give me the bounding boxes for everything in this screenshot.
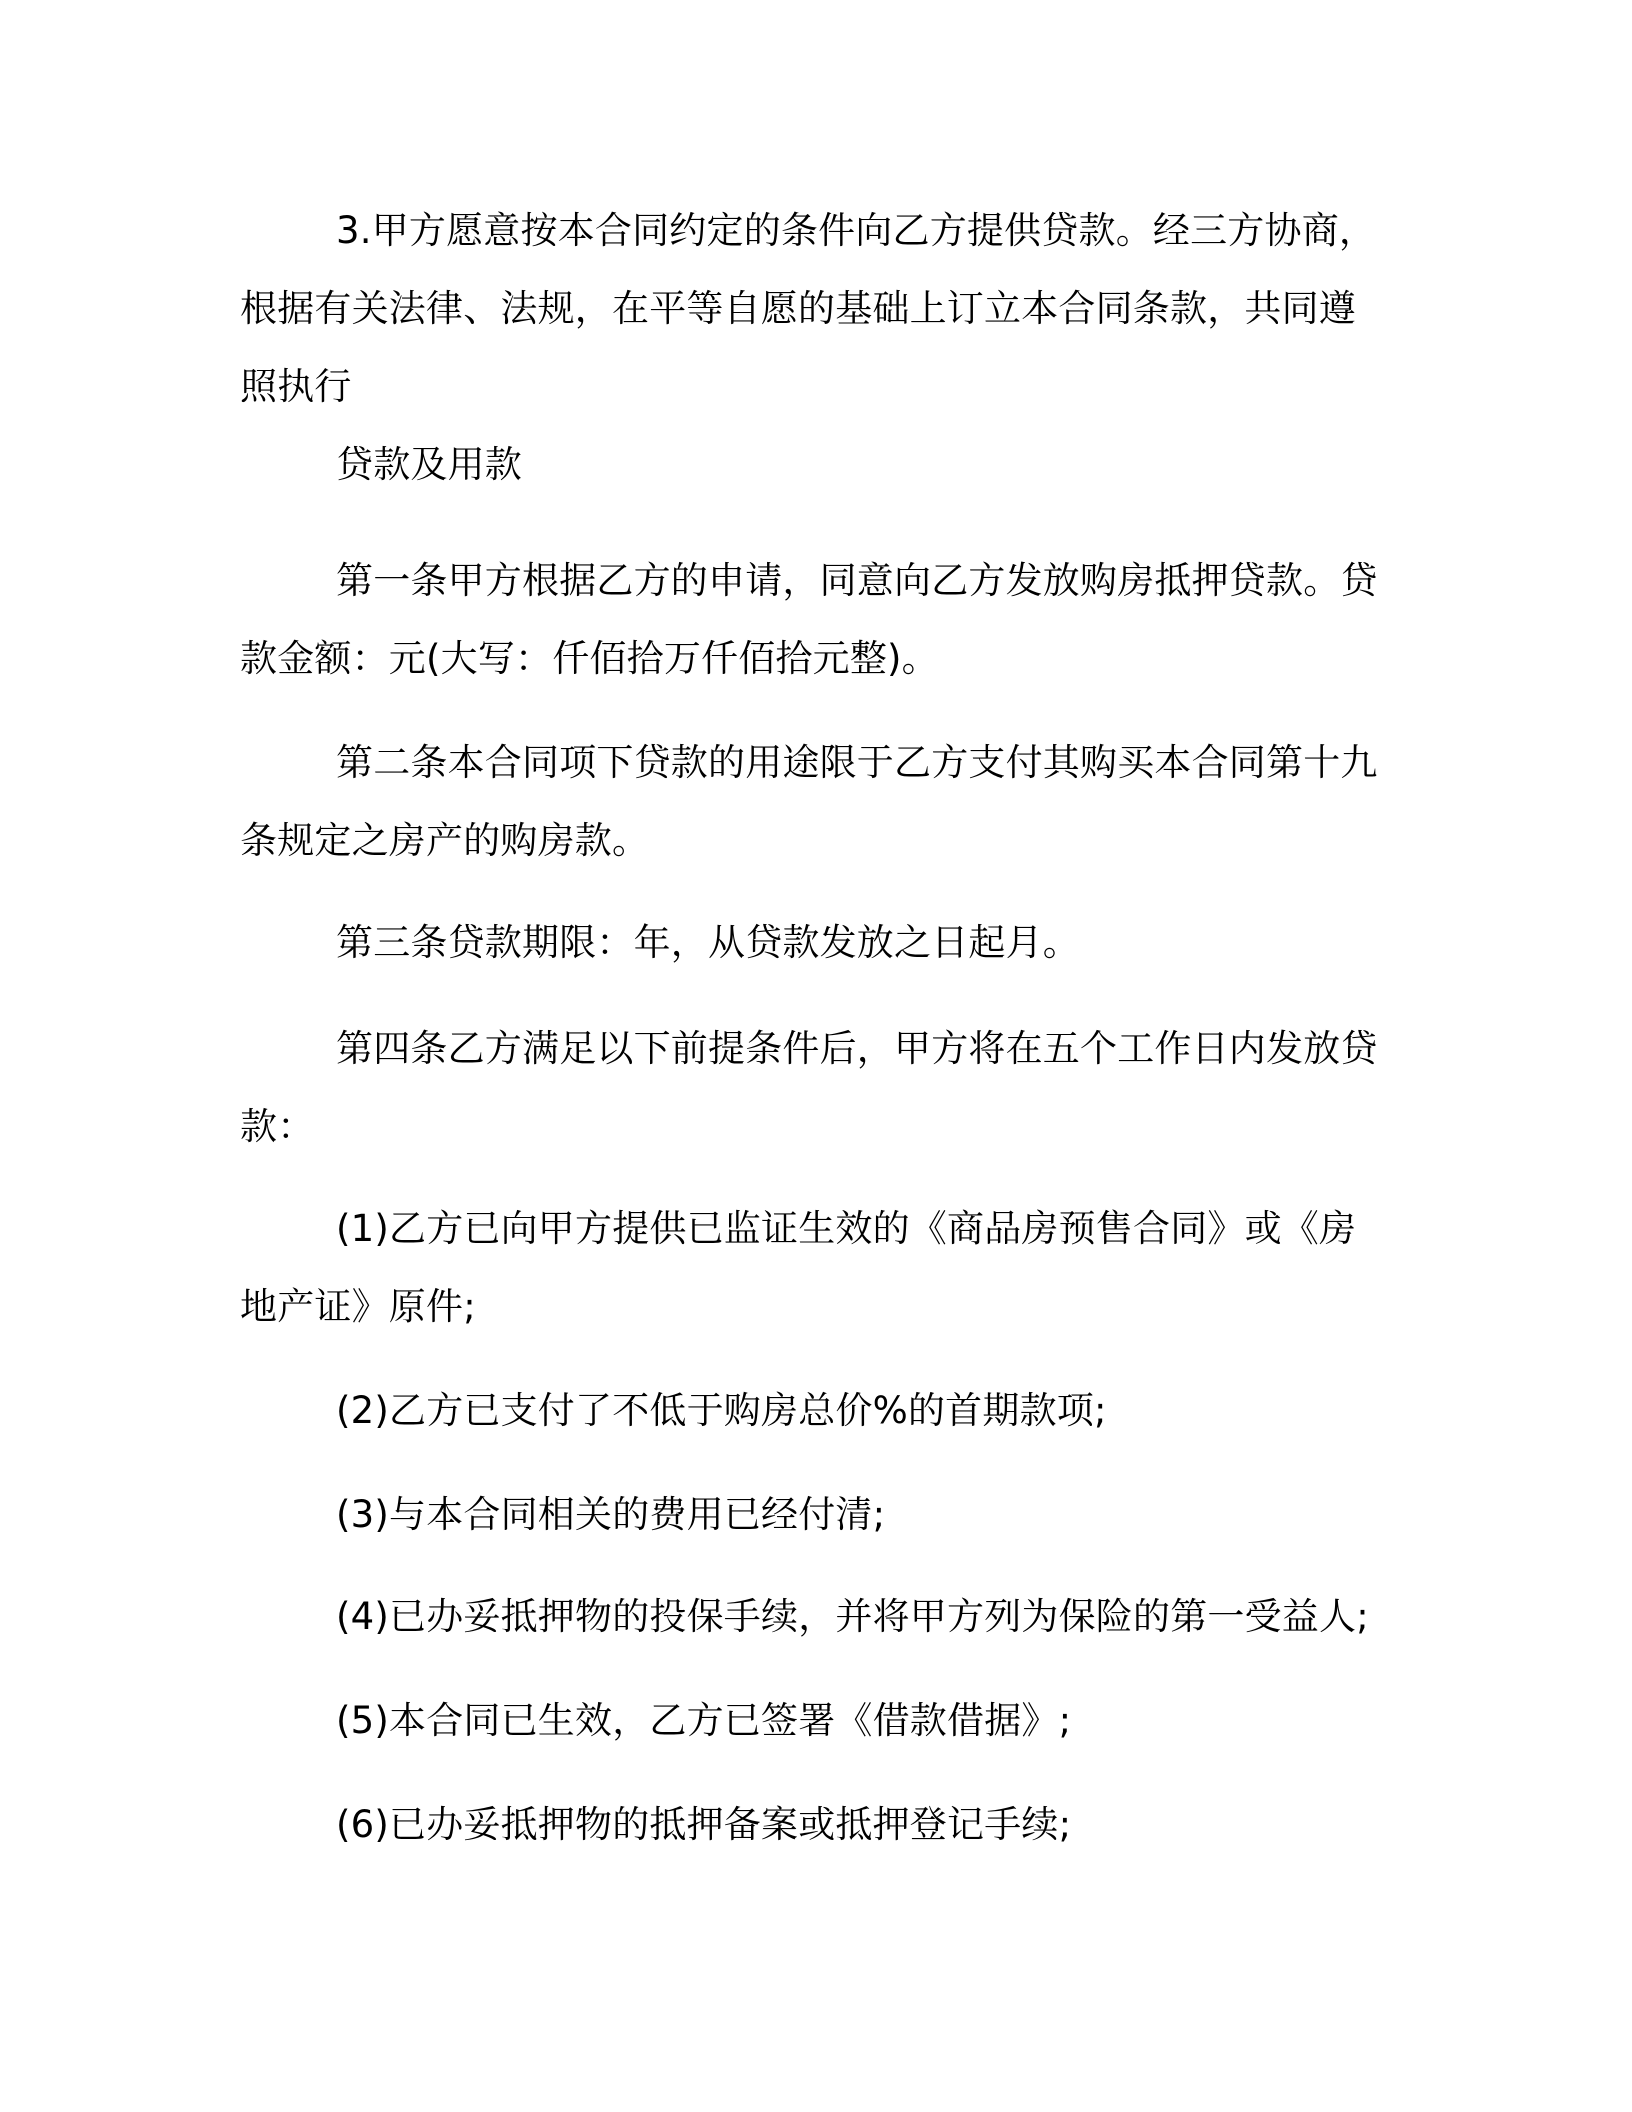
list-item-condition-5: (5)本合同已生效，乙方已签署《借款借据》;: [336, 1699, 1072, 1742]
list-item-condition-4: (4)已办妥抵押物的投保手续，并将甲方列为保险的第一受益人;: [336, 1595, 1369, 1638]
list-item-condition-3: (3)与本合同相关的费用已经付清;: [336, 1493, 886, 1536]
paragraph-article-2: 第二条本合同项下贷款的用途限于乙方支付其购买本合同第十九条规定之房产的购房款。: [240, 741, 1378, 862]
section-heading-loan-and-use: 贷款及用款: [336, 443, 522, 486]
paragraph-article-4: 第四条乙方满足以下前提条件后，甲方将在五个工作日内发放贷款：: [240, 1027, 1378, 1148]
paragraph-article-1: 第一条甲方根据乙方的申请，同意向乙方发放购房抵押贷款。贷款金额：元(大写：仟佰拾万仟佰拾元整)。: [240, 559, 1378, 680]
paragraph-article-3: 第三条贷款期限：年，从贷款发放之日起月。: [336, 921, 1080, 964]
paragraph-intro: 3.甲方愿意按本合同约定的条件向乙方提供贷款。经三方协商，根据有关法律、法规，在平等自愿的基础上订立本合同条款，共同遵照执行: [240, 209, 1377, 408]
list-item-condition-6: (6)已办妥抵押物的抵押备案或抵押登记手续;: [336, 1803, 1072, 1846]
list-item-condition-2: (2)乙方已支付了不低于购房总价%的首期款项;: [336, 1389, 1107, 1432]
list-item-condition-1: (1)乙方已向甲方提供已监证生效的《商品房预售合同》或《房地产证》原件;: [240, 1207, 1357, 1328]
